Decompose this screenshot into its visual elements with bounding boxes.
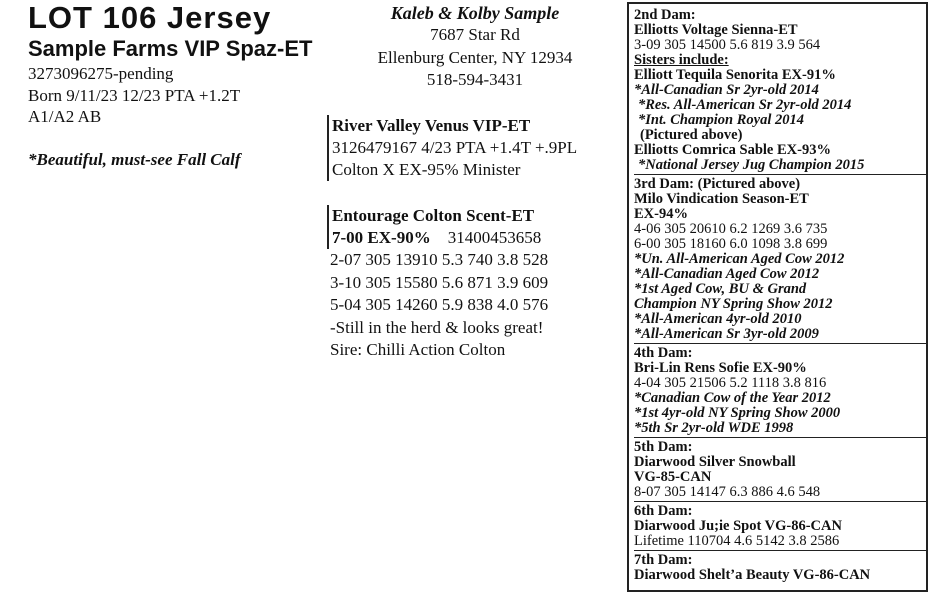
dam-class-line bbox=[332, 227, 541, 249]
sisters-heading: Sisters include: bbox=[634, 52, 729, 68]
pedigree-box bbox=[627, 2, 928, 592]
seventh-dam-name: Diarwood Shelt’a Beauty VG-86-CAN bbox=[634, 567, 871, 583]
dam-note: -Still in the herd & looks great! bbox=[330, 317, 544, 337]
sixth-dam-section bbox=[634, 504, 926, 551]
dam-reg: 31400453658 bbox=[447, 228, 542, 247]
second-dam-name: Elliotts Voltage Sienna-ET bbox=[634, 22, 798, 38]
animal-info bbox=[28, 63, 240, 128]
sixth-dam-heading: 6th Dam: bbox=[634, 503, 693, 519]
fifth-dam-class: VG-85-CAN bbox=[634, 469, 712, 485]
fifth-dam-name: Diarwood Silver Snowball bbox=[634, 454, 796, 470]
sire-line1: 3126479167 4/23 PTA +1.4T +.9PL bbox=[332, 138, 578, 157]
sister-name: Elliott Tequila Senorita EX-91% bbox=[634, 67, 836, 83]
fourth-dam-award: *1st 4yr-old NY Spring Show 2000 bbox=[634, 405, 841, 421]
fourth-dam-award: *Canadian Cow of the Year 2012 bbox=[634, 390, 831, 406]
third-dam-award: *1st Aged Cow, BU & Grand bbox=[634, 281, 807, 297]
seller-city: Ellenburg Center, NY 12934 bbox=[377, 47, 573, 67]
third-dam-name: Milo Vindication Season-ET bbox=[634, 191, 809, 207]
sister-name: Elliotts Comrica Sable EX-93% bbox=[634, 142, 831, 158]
fifth-dam-record: 8-07 305 14147 6.3 886 4.6 548 bbox=[634, 484, 821, 500]
seller-name: Kaleb & Kolby Sample bbox=[390, 3, 560, 23]
dam-record: 5-04 305 14260 5.9 838 4.0 576 bbox=[330, 295, 549, 314]
fourth-dam-award: *5th Sr 2yr-old WDE 1998 bbox=[634, 420, 794, 436]
sixth-dam-name: Diarwood Ju;ie Spot VG-86-CAN bbox=[634, 518, 842, 534]
fourth-dam-name: Bri-Lin Rens Sofie EX-90% bbox=[634, 360, 807, 376]
registration-number: 3273096275-pending bbox=[28, 64, 174, 83]
seller-contact bbox=[340, 2, 610, 92]
third-dam-section bbox=[634, 177, 926, 344]
second-dam-heading: 2nd Dam: bbox=[634, 7, 696, 23]
lot-note: *Beautiful, must-see Fall Calf bbox=[28, 150, 241, 169]
fourth-dam-heading: 4th Dam: bbox=[634, 345, 693, 361]
sister-award: *National Jersey Jug Champion 2015 bbox=[638, 157, 865, 173]
dam-block bbox=[327, 205, 541, 249]
dam-sire: Sire: Chilli Action Colton bbox=[330, 340, 506, 359]
third-dam-award: *All-American 4yr-old 2010 bbox=[634, 311, 802, 327]
third-dam-award: *Un. All-American Aged Cow 2012 bbox=[634, 251, 845, 267]
sister-award: *Res. All-American Sr 2yr-old 2014 bbox=[638, 97, 852, 113]
third-dam-class: EX-94% bbox=[634, 206, 688, 222]
seventh-dam-heading: 7th Dam: bbox=[634, 552, 693, 568]
sister-award: *All-Canadian Sr 2yr-old 2014 bbox=[634, 82, 819, 98]
dam-record: 3-10 305 15580 5.6 871 3.9 609 bbox=[330, 272, 549, 292]
dam-class: 7-00 EX-90% bbox=[332, 228, 431, 247]
sire-name: River Valley Venus VIP-ET bbox=[332, 116, 531, 135]
sister-award: *Int. Champion Royal 2014 bbox=[638, 112, 804, 128]
fourth-dam-section bbox=[634, 346, 926, 438]
lot-title: LOT 106 Jersey bbox=[28, 0, 272, 35]
birth-and-pta: Born 9/11/23 12/23 PTA +1.2T bbox=[28, 85, 241, 105]
third-dam-award: *All-American Sr 3yr-old 2009 bbox=[634, 326, 819, 342]
fourth-dam-record: 4-04 305 21506 5.2 1118 3.8 816 bbox=[634, 375, 827, 391]
seller-phone: 518-594-3431 bbox=[426, 70, 524, 89]
seller-street: 7687 Star Rd bbox=[430, 25, 520, 44]
second-dam-record: 3-09 305 14500 5.6 819 3.9 564 bbox=[634, 37, 821, 53]
third-dam-award: *All-Canadian Aged Cow 2012 bbox=[634, 266, 820, 282]
second-dam-section bbox=[634, 8, 926, 175]
third-dam-record: 6-00 305 18160 6.0 1098 3.8 699 bbox=[634, 236, 828, 252]
seventh-dam-section bbox=[634, 553, 926, 584]
sixth-dam-record: Lifetime 110704 4.6 5142 3.8 2586 bbox=[634, 533, 840, 549]
genetics: A1/A2 AB bbox=[28, 107, 102, 126]
sire-line2: Colton X EX-95% Minister bbox=[332, 160, 521, 179]
third-dam-award: Champion NY Spring Show 2012 bbox=[634, 296, 833, 312]
dam-name: Entourage Colton Scent-ET bbox=[332, 206, 535, 225]
third-dam-heading: 3rd Dam: (Pictured above) bbox=[634, 176, 801, 192]
pictured-note: (Pictured above) bbox=[640, 127, 743, 143]
sire-block bbox=[327, 115, 577, 181]
dam-record: 2-07 305 13910 5.3 740 3.8 528 bbox=[330, 250, 549, 269]
fifth-dam-section bbox=[634, 440, 926, 502]
dam-details bbox=[330, 249, 548, 362]
animal-name: Sample Farms VIP Spaz-ET bbox=[28, 36, 313, 61]
third-dam-record: 4-06 305 20610 6.2 1269 3.6 735 bbox=[634, 221, 828, 237]
fifth-dam-heading: 5th Dam: bbox=[634, 439, 693, 455]
